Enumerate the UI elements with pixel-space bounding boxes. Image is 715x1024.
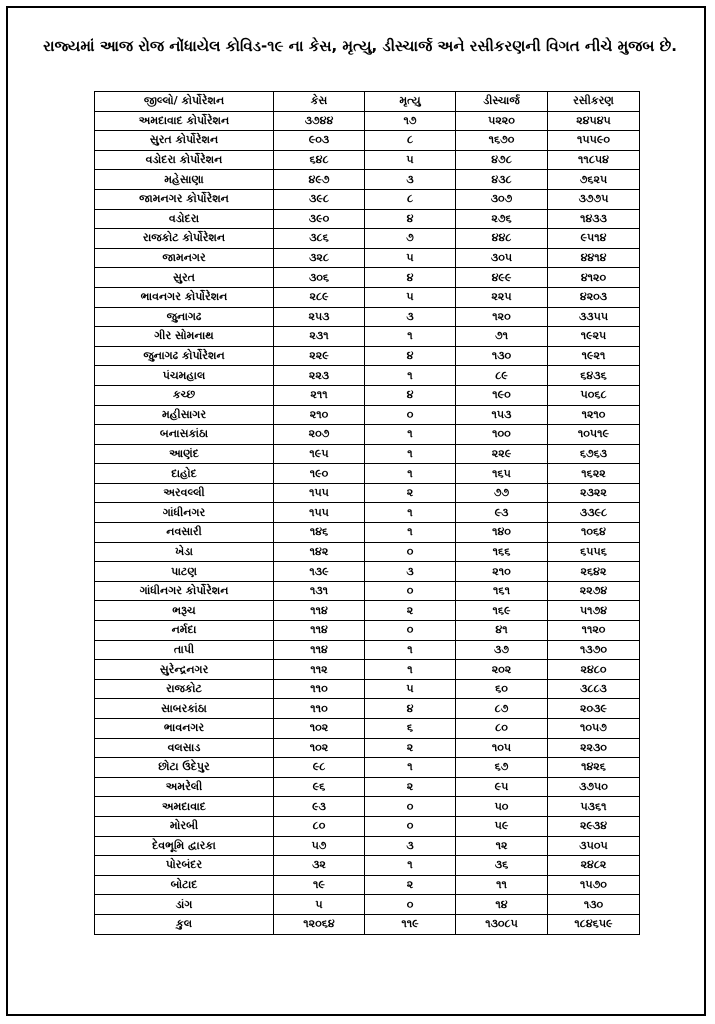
- vaccination-cell: ૨૪૮૨: [548, 856, 640, 876]
- cases-cell: ૩૯૮: [274, 189, 365, 209]
- vaccination-cell: ૫૦૬૮: [548, 385, 640, 405]
- table-row: [95, 229, 640, 249]
- district-cell: વલસાડ: [95, 738, 274, 758]
- cases-cell: ૧૯: [274, 875, 365, 895]
- header-district: જીલ્લો/ કોર્પોરેશન: [95, 92, 274, 112]
- discharge-cell: ૩૦૫: [456, 248, 548, 268]
- vaccination-cell: ૨૪૫૪૫: [548, 111, 640, 131]
- deaths-cell: ૫: [365, 150, 456, 170]
- deaths-cell: ૧: [365, 464, 456, 484]
- table-row: [95, 836, 640, 856]
- table-total-row: [95, 914, 640, 934]
- deaths-cell: ૦: [365, 816, 456, 836]
- table-row: [95, 875, 640, 895]
- table-row: [95, 307, 640, 327]
- header-deaths: મૃત્યુ: [365, 92, 456, 112]
- deaths-cell: ૧: [365, 758, 456, 778]
- vaccination-cell: ૩૭૫૦: [548, 777, 640, 797]
- district-cell: ભાવનગર: [95, 719, 274, 739]
- table-row: [95, 425, 640, 445]
- cases-cell: ૧૧૪: [274, 601, 365, 621]
- page-title: રાજ્યમાં આજ રોજ નોંધાયેલ કોવિડ-૧૯ ના કેસ, મૃત્યુ, ડીસ્ચાર્જ અને રસીકરણની વિગત નીચે મુજબ છે.: [43, 37, 677, 55]
- district-cell: પંચમહાલ: [95, 366, 274, 386]
- district-cell: બોટાદ: [95, 875, 274, 895]
- cases-cell: ૯૩: [274, 797, 365, 817]
- cases-cell: ૯૮: [274, 758, 365, 778]
- discharge-cell: ૭૭: [456, 483, 548, 503]
- table-row: [95, 209, 640, 229]
- deaths-cell: ૩: [365, 170, 456, 190]
- table-row: [95, 660, 640, 680]
- district-cell: રાજકોટ કોર્પોરેશન: [95, 229, 274, 249]
- district-cell: મોરબી: [95, 816, 274, 836]
- vaccination-cell: ૨૨૭૪: [548, 581, 640, 601]
- cases-cell: ૫: [274, 895, 365, 915]
- discharge-cell: ૨૭૬: [456, 209, 548, 229]
- vaccination-cell: ૨૨૩૦: [548, 738, 640, 758]
- discharge-cell: ૪૯૯: [456, 268, 548, 288]
- header-cases: કેસ: [274, 92, 365, 112]
- deaths-cell: ૭: [365, 229, 456, 249]
- deaths-cell: ૨: [365, 483, 456, 503]
- cases-cell: ૮૦: [274, 816, 365, 836]
- district-cell: અમદાવાદ કોર્પોરેશન: [95, 111, 274, 131]
- vaccination-cell: ૫૧૭૪: [548, 601, 640, 621]
- deaths-cell: ૮: [365, 189, 456, 209]
- cases-cell: ૨૫૩: [274, 307, 365, 327]
- header-discharge: ડીસ્ચાર્જ: [456, 92, 548, 112]
- deaths-cell: ૮: [365, 131, 456, 151]
- covid-district-table: [94, 91, 640, 935]
- district-cell: છોટા ઉદેપુર: [95, 758, 274, 778]
- district-cell: સુરત: [95, 268, 274, 288]
- table-row: [95, 797, 640, 817]
- deaths-cell: ૦: [365, 542, 456, 562]
- vaccination-cell: ૪૪૧૪: [548, 248, 640, 268]
- discharge-cell: ૧૧: [456, 875, 548, 895]
- discharge-cell: ૧૪: [456, 895, 548, 915]
- cases-cell: ૧૪૬: [274, 523, 365, 543]
- vaccination-cell: ૨૩૨૨: [548, 483, 640, 503]
- table-row: [95, 248, 640, 268]
- cases-cell: ૨૮૯: [274, 287, 365, 307]
- table-row: [95, 699, 640, 719]
- discharge-cell: ૧૬૯: [456, 601, 548, 621]
- deaths-cell: ૦: [365, 581, 456, 601]
- cases-cell: ૪૯૭: [274, 170, 365, 190]
- vaccination-cell: ૪૨૦૩: [548, 287, 640, 307]
- district-cell: નવસારી: [95, 523, 274, 543]
- discharge-cell: ૧૬૫: [456, 464, 548, 484]
- table-row: [95, 895, 640, 915]
- deaths-cell: ૦: [365, 797, 456, 817]
- discharge-cell: ૪૭૮: [456, 150, 548, 170]
- vaccination-cell: ૧૫૫૯૦: [548, 131, 640, 151]
- vaccination-cell: ૫૩૬૧: [548, 797, 640, 817]
- deaths-cell: ૧: [365, 425, 456, 445]
- table-row: [95, 856, 640, 876]
- discharge-cell: ૧૫૩: [456, 405, 548, 425]
- vaccination-cell: ૧૦૬૪: [548, 523, 640, 543]
- discharge-cell: ૧૩૦: [456, 346, 548, 366]
- district-cell: દાહોદ: [95, 464, 274, 484]
- deaths-cell: ૫: [365, 248, 456, 268]
- deaths-cell: ૨: [365, 777, 456, 797]
- deaths-cell: ૧૧૯: [365, 914, 456, 934]
- deaths-cell: ૧: [365, 503, 456, 523]
- table-header-row: [95, 92, 640, 112]
- deaths-cell: ૩: [365, 836, 456, 856]
- district-cell: અમરેલી: [95, 777, 274, 797]
- table-row: [95, 131, 640, 151]
- district-cell: ભરૂચ: [95, 601, 274, 621]
- deaths-cell: ૧: [365, 366, 456, 386]
- vaccination-cell: ૧૪૨૬: [548, 758, 640, 778]
- vaccination-cell: ૯૫૧૪: [548, 229, 640, 249]
- deaths-cell: ૨: [365, 875, 456, 895]
- table-row: [95, 268, 640, 288]
- district-cell: ગાંધીનગર કોર્પોરેશન: [95, 581, 274, 601]
- vaccination-cell: ૬૭૬૩: [548, 444, 640, 464]
- district-cell: કુલ: [95, 914, 274, 934]
- deaths-cell: ૪: [365, 699, 456, 719]
- cases-cell: ૧૨૦૬૪: [274, 914, 365, 934]
- table-row: [95, 523, 640, 543]
- vaccination-cell: ૧૧૮૫૪: [548, 150, 640, 170]
- district-cell: સુરત કોર્પોરેશન: [95, 131, 274, 151]
- deaths-cell: ૧૭: [365, 111, 456, 131]
- vaccination-cell: ૧૨૧૦: [548, 405, 640, 425]
- vaccination-cell: ૧૫૭૦: [548, 875, 640, 895]
- cases-cell: ૯૦૩: [274, 131, 365, 151]
- cases-cell: ૧૫૫: [274, 483, 365, 503]
- table-row: [95, 287, 640, 307]
- discharge-cell: ૮૯: [456, 366, 548, 386]
- table-row: [95, 640, 640, 660]
- table-row: [95, 777, 640, 797]
- table-row: [95, 464, 640, 484]
- district-cell: અમદાવાદ: [95, 797, 274, 817]
- discharge-cell: ૫૨૨૦: [456, 111, 548, 131]
- cases-cell: ૩૮૬: [274, 229, 365, 249]
- table-row: [95, 758, 640, 778]
- deaths-cell: ૩: [365, 307, 456, 327]
- discharge-cell: ૧૯૦: [456, 385, 548, 405]
- discharge-cell: ૨૨૫: [456, 287, 548, 307]
- deaths-cell: ૧: [365, 444, 456, 464]
- vaccination-cell: ૬૫૫૬: [548, 542, 640, 562]
- deaths-cell: ૬: [365, 719, 456, 739]
- discharge-cell: ૮૭: [456, 699, 548, 719]
- cases-cell: ૫૭: [274, 836, 365, 856]
- cases-cell: ૧૦૨: [274, 719, 365, 739]
- cases-cell: ૧૧૨: [274, 660, 365, 680]
- district-cell: જુનાગઢ કોર્પોરેશન: [95, 346, 274, 366]
- discharge-cell: ૬૦: [456, 679, 548, 699]
- table-row: [95, 150, 640, 170]
- discharge-cell: ૪૪૮: [456, 229, 548, 249]
- vaccination-cell: ૪૧૨૦: [548, 268, 640, 288]
- cases-cell: ૧૫૫: [274, 503, 365, 523]
- cases-cell: ૨૨૯: [274, 346, 365, 366]
- deaths-cell: ૧: [365, 640, 456, 660]
- vaccination-cell: ૬૪૩૬: [548, 366, 640, 386]
- cases-cell: ૯૬: [274, 777, 365, 797]
- deaths-cell: ૦: [365, 895, 456, 915]
- district-cell: સાબરકાંઠા: [95, 699, 274, 719]
- vaccination-cell: ૧૮૪૬૫૯: [548, 914, 640, 934]
- discharge-cell: ૧૬૬: [456, 542, 548, 562]
- vaccination-cell: ૧૦૫૧૯: [548, 425, 640, 445]
- discharge-cell: ૧૩૦૮૫: [456, 914, 548, 934]
- deaths-cell: ૪: [365, 346, 456, 366]
- deaths-cell: ૦: [365, 621, 456, 641]
- district-cell: પાટણ: [95, 562, 274, 582]
- table-row: [95, 581, 640, 601]
- table-row: [95, 170, 640, 190]
- discharge-cell: ૧૬૭૦: [456, 131, 548, 151]
- district-cell: જુનાગઢ: [95, 307, 274, 327]
- deaths-cell: ૫: [365, 287, 456, 307]
- district-cell: પોરબંદર: [95, 856, 274, 876]
- district-cell: અરવલ્લી: [95, 483, 274, 503]
- table-row: [95, 562, 640, 582]
- cases-cell: ૧૧૦: [274, 699, 365, 719]
- cases-cell: ૧૧૪: [274, 640, 365, 660]
- table-row: [95, 621, 640, 641]
- vaccination-cell: ૩૫૦૫: [548, 836, 640, 856]
- district-cell: નર્મદા: [95, 621, 274, 641]
- cases-cell: ૧૧૦: [274, 679, 365, 699]
- table-row: [95, 405, 640, 425]
- district-cell: આણંદ: [95, 444, 274, 464]
- deaths-cell: ૧: [365, 660, 456, 680]
- discharge-cell: ૨૧૦: [456, 562, 548, 582]
- cases-cell: ૨૧૦: [274, 405, 365, 425]
- table-row: [95, 189, 640, 209]
- vaccination-cell: ૨૦૩૯: [548, 699, 640, 719]
- district-cell: જામનગર: [95, 248, 274, 268]
- cases-cell: ૩૨: [274, 856, 365, 876]
- deaths-cell: ૪: [365, 385, 456, 405]
- vaccination-cell: ૧૧૨૦: [548, 621, 640, 641]
- cases-cell: ૧૯૦: [274, 464, 365, 484]
- cases-cell: ૧૩૯: [274, 562, 365, 582]
- district-cell: ગાંધીનગર: [95, 503, 274, 523]
- vaccination-cell: ૨૬૪૨: [548, 562, 640, 582]
- discharge-cell: ૯૩: [456, 503, 548, 523]
- table-row: [95, 679, 640, 699]
- discharge-cell: ૨૦૨: [456, 660, 548, 680]
- table-row: [95, 601, 640, 621]
- district-cell: જામનગર કોર્પોરેશન: [95, 189, 274, 209]
- table-row: [95, 366, 640, 386]
- vaccination-cell: ૧૪૩૩: [548, 209, 640, 229]
- deaths-cell: ૨: [365, 738, 456, 758]
- district-cell: તાપી: [95, 640, 274, 660]
- header-vaccination: રસીકરણ: [548, 92, 640, 112]
- table-row: [95, 483, 640, 503]
- vaccination-cell: ૩૩૯૮: [548, 503, 640, 523]
- deaths-cell: ૧: [365, 856, 456, 876]
- district-cell: બનાસકાંઠા: [95, 425, 274, 445]
- vaccination-cell: ૨૯૩૪: [548, 816, 640, 836]
- discharge-cell: ૯૫: [456, 777, 548, 797]
- table-row: [95, 346, 640, 366]
- district-cell: મહીસાગર: [95, 405, 274, 425]
- district-cell: ખેડા: [95, 542, 274, 562]
- district-cell: દેવભૂમિ દ્વારકા: [95, 836, 274, 856]
- vaccination-cell: ૩૮૮૩: [548, 679, 640, 699]
- cases-cell: ૬૪૮: [274, 150, 365, 170]
- deaths-cell: ૪: [365, 268, 456, 288]
- cases-cell: ૩૦૬: [274, 268, 365, 288]
- district-cell: સુરેન્દ્રનગર: [95, 660, 274, 680]
- discharge-cell: ૪૩૮: [456, 170, 548, 190]
- table-row: [95, 719, 640, 739]
- district-cell: મહેસાણા: [95, 170, 274, 190]
- cases-cell: ૧૧૪: [274, 621, 365, 641]
- district-cell: કચ્છ: [95, 385, 274, 405]
- deaths-cell: ૪: [365, 209, 456, 229]
- district-cell: વડોદરા: [95, 209, 274, 229]
- discharge-cell: ૩૬: [456, 856, 548, 876]
- table-row: [95, 816, 640, 836]
- vaccination-cell: ૧૩૭૦: [548, 640, 640, 660]
- discharge-cell: ૧૨૦: [456, 307, 548, 327]
- discharge-cell: ૩૦૭: [456, 189, 548, 209]
- vaccination-cell: ૨૪૮૦: [548, 660, 640, 680]
- discharge-cell: ૧૪૦: [456, 523, 548, 543]
- discharge-cell: ૧૦૫: [456, 738, 548, 758]
- discharge-cell: ૭૧: [456, 327, 548, 347]
- deaths-cell: ૩: [365, 562, 456, 582]
- vaccination-cell: ૧૩૦: [548, 895, 640, 915]
- table-row: [95, 738, 640, 758]
- discharge-cell: ૨૨૯: [456, 444, 548, 464]
- vaccination-cell: ૧૬૨૨: [548, 464, 640, 484]
- cases-cell: ૨૨૩: [274, 366, 365, 386]
- deaths-cell: ૫: [365, 679, 456, 699]
- vaccination-cell: ૩૭૭૫: [548, 189, 640, 209]
- table-body: [95, 111, 640, 934]
- table-row: [95, 444, 640, 464]
- deaths-cell: ૧: [365, 327, 456, 347]
- discharge-cell: ૩૭: [456, 640, 548, 660]
- cases-cell: ૨૧૧: [274, 385, 365, 405]
- discharge-cell: ૧૦૦: [456, 425, 548, 445]
- discharge-cell: ૫૯: [456, 816, 548, 836]
- district-cell: ગીર સોમનાથ: [95, 327, 274, 347]
- cases-cell: ૨૩૧: [274, 327, 365, 347]
- vaccination-cell: ૧૯૨૧: [548, 346, 640, 366]
- discharge-cell: ૧૨: [456, 836, 548, 856]
- cases-cell: ૩૯૦: [274, 209, 365, 229]
- vaccination-cell: ૭૬૨૫: [548, 170, 640, 190]
- discharge-cell: ૫૦: [456, 797, 548, 817]
- discharge-cell: ૬૭: [456, 758, 548, 778]
- cases-cell: ૨૦૭: [274, 425, 365, 445]
- district-cell: રાજકોટ: [95, 679, 274, 699]
- vaccination-cell: ૩૩૫૫: [548, 307, 640, 327]
- district-cell: ભાવનગર કોર્પોરેશન: [95, 287, 274, 307]
- cases-cell: ૩૨૮: [274, 248, 365, 268]
- table-row: [95, 111, 640, 131]
- table-row: [95, 503, 640, 523]
- deaths-cell: ૦: [365, 405, 456, 425]
- discharge-cell: ૧૬૧: [456, 581, 548, 601]
- cases-cell: ૧૯૫: [274, 444, 365, 464]
- district-cell: વડોદરા કોર્પોરેશન: [95, 150, 274, 170]
- discharge-cell: ૮૦: [456, 719, 548, 739]
- cases-cell: ૧૪૨: [274, 542, 365, 562]
- deaths-cell: ૨: [365, 601, 456, 621]
- table-row: [95, 385, 640, 405]
- district-cell: ડાંગ: [95, 895, 274, 915]
- cases-cell: ૩૭૪૪: [274, 111, 365, 131]
- vaccination-cell: ૧૯૨૫: [548, 327, 640, 347]
- discharge-cell: ૪૧: [456, 621, 548, 641]
- table-row: [95, 542, 640, 562]
- table-row: [95, 327, 640, 347]
- cases-cell: ૧૩૧: [274, 581, 365, 601]
- deaths-cell: ૧: [365, 523, 456, 543]
- vaccination-cell: ૧૦૫૭: [548, 719, 640, 739]
- cases-cell: ૧૦૨: [274, 738, 365, 758]
